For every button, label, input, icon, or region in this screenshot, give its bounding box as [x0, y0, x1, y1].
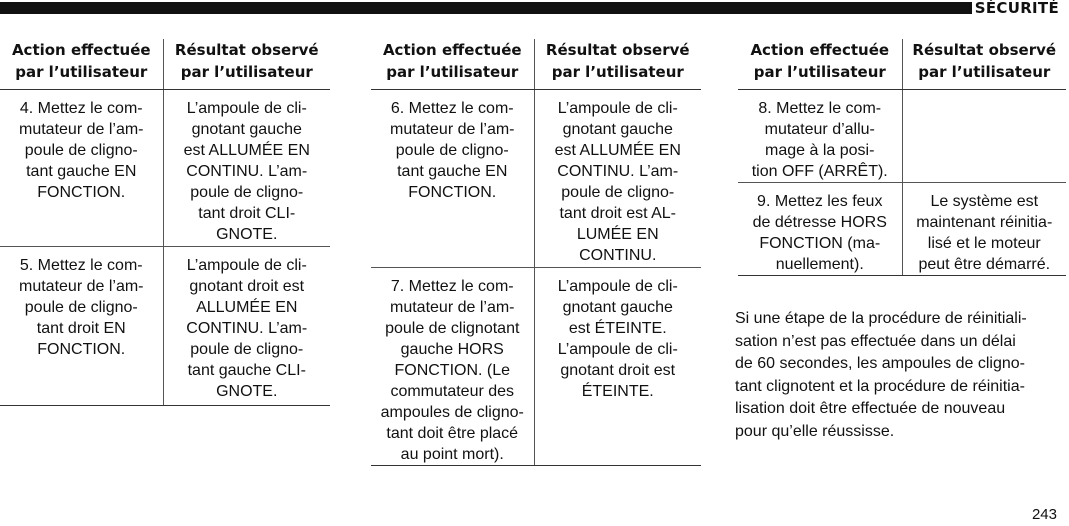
procedure-table-2	[371, 39, 701, 466]
result-cell	[902, 90, 1066, 183]
header-rule	[0, 2, 972, 14]
page-number: 243	[1031, 506, 1057, 523]
action-cell: 6. Mettez le com- mutateur de l’am- poule de cligno- tant gauche EN FONCTION.	[371, 90, 534, 268]
reset-note-paragraph: Si une étape de la procédure de réinitiali- sation n’est pas effectuée dans un délai de 60 secondes, les ampoules de cligno- tant clignotent et la procédure de réinitia- lisation doit être effectuée de nouveau pour qu’elle réussisse.	[735, 310, 1027, 440]
header-action: Action effectuée par l’utilisateur	[371, 39, 534, 90]
table-row	[371, 90, 701, 268]
procedure-table-3	[738, 39, 1066, 276]
result-cell: L’ampoule de cli- gnotant gauche est ALLUMÉE EN CONTINU. L’am- poule de cligno- tant droit CLI- GNOTE.	[163, 90, 330, 247]
action-cell: 4. Mettez le com- mutateur de l’am- poule de cligno- tant gauche EN FONCTION.	[0, 90, 163, 247]
table-row	[0, 90, 330, 247]
table-row	[738, 183, 1066, 276]
header-action: Action effectuée par l’utilisateur	[738, 39, 902, 90]
table-row	[371, 268, 701, 466]
procedure-table-1	[0, 39, 330, 406]
table-row	[0, 247, 330, 406]
action-cell: 8. Mettez le com- mutateur d’allu- mage à la posi- tion OFF (ARRÊT).	[738, 90, 902, 183]
result-cell: L’ampoule de cli- gnotant gauche est ÉTEINTE. L’ampoule de cli- gnotant droit est ÉTEINTE.	[534, 268, 701, 466]
result-cell: L’ampoule de cli- gnotant gauche est ALLUMÉE EN CONTINU. L’am- poule de cligno- tant droit est AL- LUMÉE EN CONTINU.	[534, 90, 701, 268]
action-cell: 9. Mettez les feux de détresse HORS FONCTION (ma- nuellement).	[738, 183, 902, 276]
header-result: Résultat observé par l’utilisateur	[902, 39, 1066, 90]
table-row	[738, 90, 1066, 183]
header-action: Action effectuée par l’utilisateur	[0, 39, 163, 90]
header-result: Résultat observé par l’utilisateur	[534, 39, 701, 90]
section-title: SÉCURITÉ	[974, 0, 1059, 17]
header-result: Résultat observé par l’utilisateur	[163, 39, 330, 90]
action-cell: 5. Mettez le com- mutateur de l’am- poule de cligno- tant droit EN FONCTION.	[0, 247, 163, 406]
result-cell: L’ampoule de cli- gnotant droit est ALLUMÉE EN CONTINU. L’am- poule de cligno- tant gauche CLI- GNOTE.	[163, 247, 330, 406]
action-cell: 7. Mettez le com- mutateur de l’am- poule de clignotant gauche HORS FONCTION. (Le commutateur des ampoules de cligno- tant doit être placé au point mort).	[371, 268, 534, 466]
result-cell: Le système est maintenant réinitia- lisé et le moteur peut être démarré.	[902, 183, 1066, 276]
